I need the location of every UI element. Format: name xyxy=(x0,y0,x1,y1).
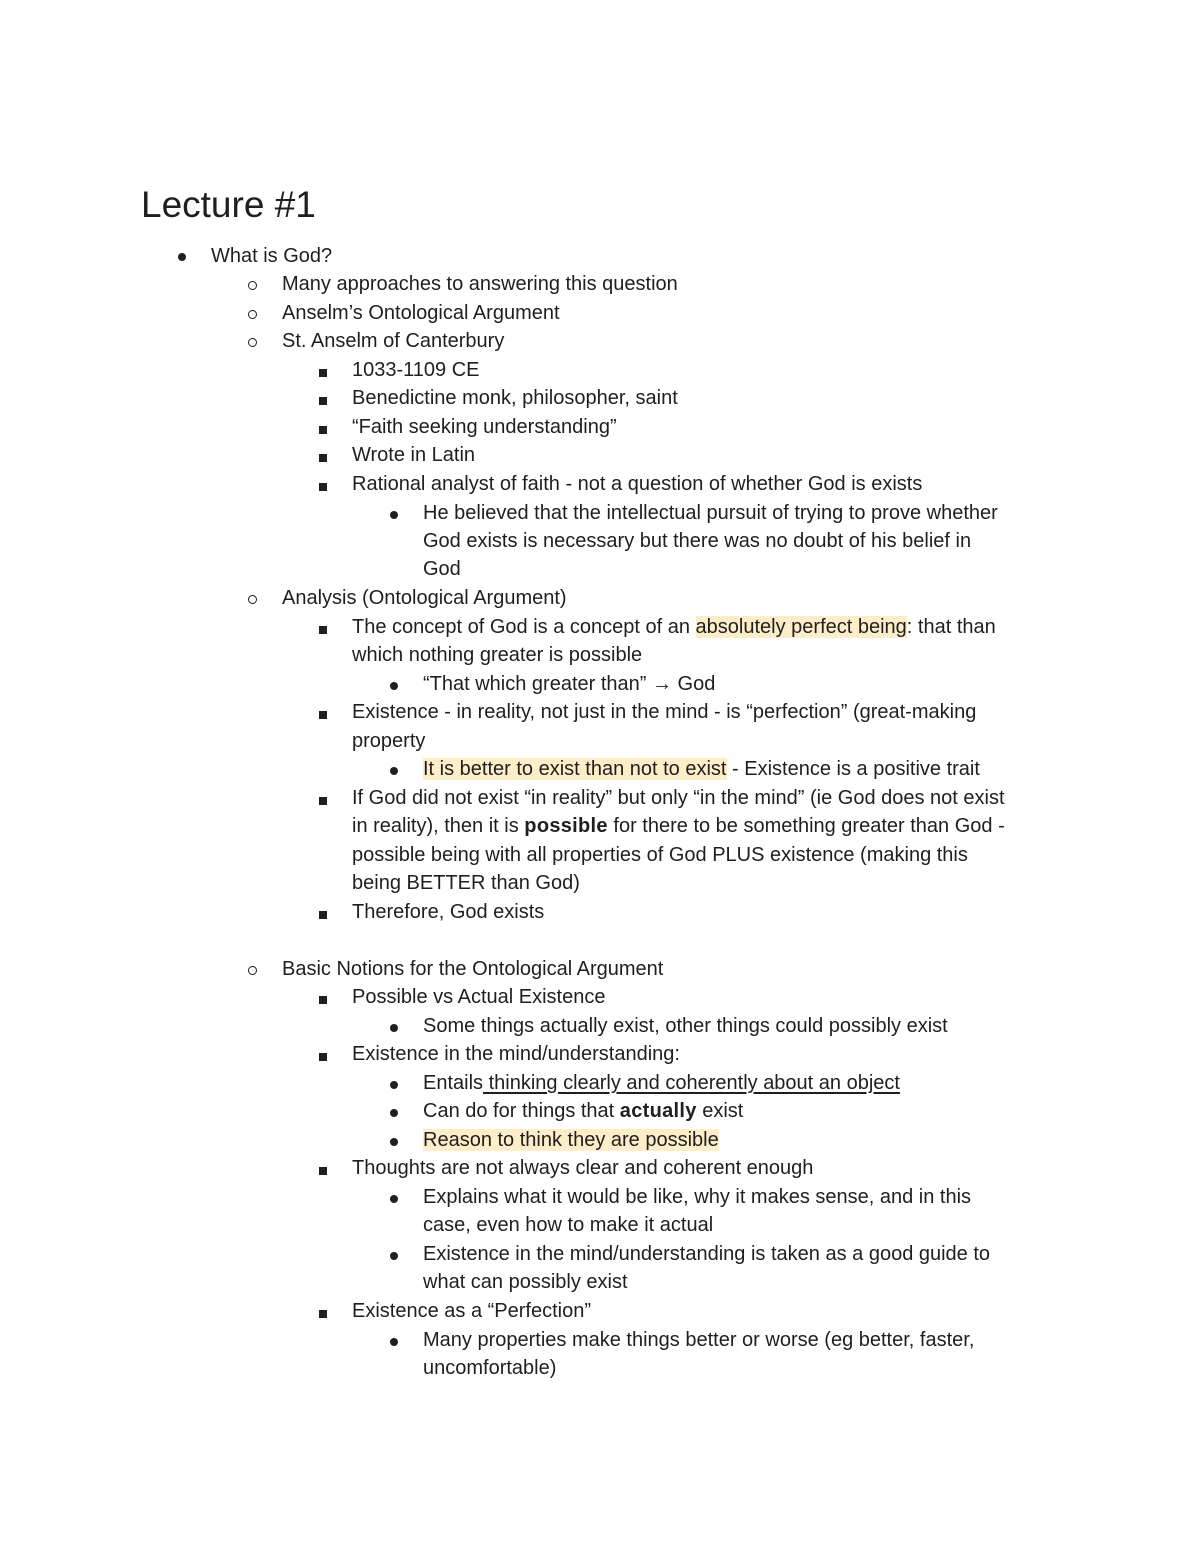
list-item: Analysis (Ontological Argument) xyxy=(282,587,567,609)
bullet-circle-icon xyxy=(248,338,257,347)
bullet-square-icon xyxy=(319,1167,327,1175)
bullet-dot-icon xyxy=(390,1252,398,1260)
bullet-square-icon xyxy=(319,397,327,405)
bullet-dot-icon xyxy=(390,767,398,775)
list-item: Wrote in Latin xyxy=(352,444,476,466)
bullet-dot-icon xyxy=(390,682,398,690)
list-item-continuation: which nothing greater is possible xyxy=(352,644,643,666)
list-item: Many approaches to answering this question xyxy=(282,273,678,295)
text-run: in reality), then it is xyxy=(352,815,525,837)
bullet-square-icon xyxy=(319,454,327,462)
list-item: Possible vs Actual Existence xyxy=(352,986,606,1008)
bullet-square-icon xyxy=(319,1310,327,1318)
bullet-square-icon xyxy=(319,1053,327,1061)
list-item: Existence - in reality, not just in the mind - is “perfection” (great-making xyxy=(352,701,977,723)
bullet-dot-icon xyxy=(390,1081,398,1089)
bullet-circle-icon xyxy=(248,310,257,319)
list-item: Many properties make things better or worse (eg better, faster, xyxy=(423,1329,975,1351)
list-item xyxy=(423,1097,743,1126)
bullet-square-icon xyxy=(319,911,327,919)
text-run: : that than xyxy=(906,616,996,638)
highlighted-text: It is better to exist than not to exist xyxy=(423,758,727,780)
bullet-dot-icon xyxy=(390,1138,398,1146)
list-item-continuation: uncomfortable) xyxy=(423,1357,557,1379)
bold-text: actually xyxy=(619,1100,697,1122)
list-item: Therefore, God exists xyxy=(352,901,545,923)
bullet-square-icon xyxy=(319,483,327,491)
bullet-square-icon xyxy=(319,426,327,434)
bullet-square-icon xyxy=(319,369,327,377)
list-item-continuation: what can possibly exist xyxy=(423,1271,628,1293)
list-item: Basic Notions for the Ontological Argument xyxy=(282,958,664,980)
list-item: What is God? xyxy=(211,245,333,267)
list-item: Explains what it would be like, why it makes sense, and in this xyxy=(423,1186,972,1208)
list-item: If God did not exist “in reality” but only “in the mind” (ie God does not exist xyxy=(352,787,1005,809)
list-item: Thoughts are not always clear and coherent enough xyxy=(352,1157,814,1179)
list-item xyxy=(423,1126,719,1155)
text-run: Entails xyxy=(423,1072,484,1094)
text-run: exist xyxy=(696,1100,744,1122)
bullet-dot-icon xyxy=(390,1024,398,1032)
bullet-dot-icon xyxy=(390,1338,398,1346)
list-item: Existence as a “Perfection” xyxy=(352,1300,591,1322)
bullet-circle-icon xyxy=(248,281,257,290)
bullet-square-icon xyxy=(319,996,327,1004)
list-item-continuation: God exists is necessary but there was no doubt of his belief in xyxy=(423,530,972,552)
bullet-dot-icon xyxy=(390,1195,398,1203)
list-item: Existence in the mind/understanding is taken as a good guide to xyxy=(423,1243,991,1265)
bullet-dot-icon xyxy=(390,511,398,519)
bullet-dot-icon xyxy=(390,1109,398,1117)
bullet-circle-icon xyxy=(248,595,257,604)
text-run: - Existence is a positive trait xyxy=(726,758,980,780)
list-item xyxy=(423,1069,900,1098)
list-item: Existence in the mind/understanding: xyxy=(352,1043,680,1065)
text-run: The concept of God is a concept of an xyxy=(352,616,696,638)
bold-text: possible xyxy=(524,815,608,837)
list-item xyxy=(352,613,996,642)
list-item-continuation: being BETTER than God) xyxy=(352,872,580,894)
list-item: “Faith seeking understanding” xyxy=(352,416,617,438)
text-run: for there to be something greater than God - xyxy=(607,815,1005,837)
bullet-circle-icon xyxy=(248,966,257,975)
bullet-square-icon xyxy=(319,626,327,634)
list-item: “That which greater than” → God xyxy=(423,673,716,695)
list-item-continuation xyxy=(352,812,1005,841)
bullet-square-icon xyxy=(319,797,327,805)
list-item-continuation: property xyxy=(352,730,426,752)
list-item: Rational analyst of faith - not a question of whether God is exists xyxy=(352,473,923,495)
text-run: Can do for things that xyxy=(423,1100,620,1122)
page-title: Lecture #1 xyxy=(141,184,316,225)
list-item: St. Anselm of Canterbury xyxy=(282,330,505,352)
bullet-square-icon xyxy=(319,711,327,719)
list-item: Anselm’s Ontological Argument xyxy=(282,302,560,324)
list-item: Benedictine monk, philosopher, saint xyxy=(352,387,678,409)
list-item-continuation: case, even how to make it actual xyxy=(423,1214,714,1236)
list-item-continuation: possible being with all properties of God PLUS existence (making this xyxy=(352,844,968,866)
list-item: 1033-1109 CE xyxy=(352,359,480,381)
list-item: Some things actually exist, other things could possibly exist xyxy=(423,1015,948,1037)
bullet-dot-icon xyxy=(178,253,186,261)
underlined-text: thinking clearly and coherently about an object xyxy=(483,1072,900,1094)
highlighted-text: Reason to think they are possible xyxy=(423,1129,719,1151)
highlighted-text: absolutely perfect being xyxy=(695,616,907,638)
list-item xyxy=(423,755,980,784)
list-item: He believed that the intellectual pursuit of trying to prove whether xyxy=(423,502,998,524)
list-item-continuation: God xyxy=(423,558,461,580)
